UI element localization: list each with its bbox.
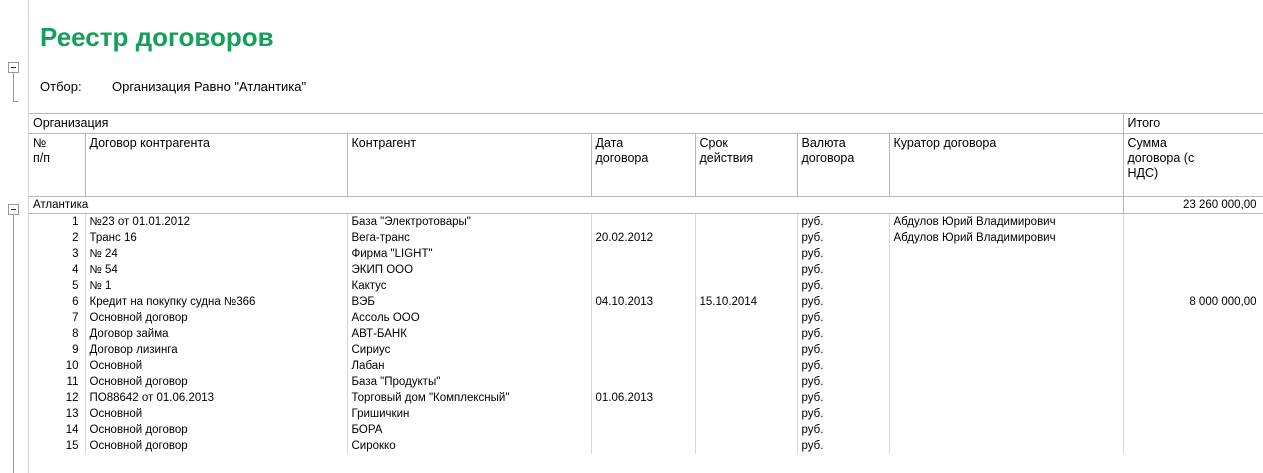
row-contract: Основной договор [85, 438, 347, 454]
band-organization-label: Организация [29, 114, 1123, 134]
row-date: 20.02.2012 [591, 230, 695, 246]
row-counterparty: ЭКИП ООО [347, 262, 591, 278]
row-number: 15 [29, 438, 85, 454]
row-total [1123, 246, 1263, 262]
row-counterparty: Гришичкин [347, 406, 591, 422]
column-header-date-line2: договора [595, 151, 649, 165]
row-curator [889, 326, 1123, 342]
row-number: 11 [29, 374, 85, 390]
table-band-row [29, 114, 1263, 134]
row-contract: Договор лизинга [85, 342, 347, 358]
row-curator: Абдулов Юрий Владимирович [889, 214, 1123, 231]
row-term [695, 262, 797, 278]
row-contract: № 54 [85, 262, 347, 278]
row-total [1123, 278, 1263, 294]
row-term [695, 406, 797, 422]
column-header-currency-line1: Валюта [801, 136, 846, 150]
outline-line-header [13, 73, 14, 101]
row-date [591, 246, 695, 262]
outline-line-header-end [13, 101, 18, 102]
contracts-table [29, 114, 1263, 454]
row-currency: руб. [797, 278, 889, 294]
collapse-toggle-header[interactable] [8, 62, 19, 73]
row-counterparty: БОРА [347, 422, 591, 438]
row-term [695, 310, 797, 326]
row-contract: Кредит на покупку судна №366 [85, 294, 347, 310]
row-total [1123, 262, 1263, 278]
row-date: 01.06.2013 [591, 390, 695, 406]
row-counterparty: База "Электротовары" [347, 214, 591, 231]
column-header-counterparty[interactable] [347, 134, 591, 197]
row-currency: руб. [797, 294, 889, 310]
row-total [1123, 422, 1263, 438]
table-row[interactable] [29, 230, 1263, 246]
row-number: 4 [29, 262, 85, 278]
row-date [591, 310, 695, 326]
row-curator [889, 310, 1123, 326]
group-row[interactable] [29, 197, 1263, 214]
row-number: 13 [29, 406, 85, 422]
row-curator: Абдулов Юрий Владимирович [889, 230, 1123, 246]
filter-row [40, 79, 306, 94]
row-contract: № 24 [85, 246, 347, 262]
collapse-toggle-group-atlantika[interactable] [8, 204, 19, 215]
row-currency: руб. [797, 374, 889, 390]
column-header-currency-line2: договора [801, 151, 855, 165]
row-contract: Основной договор [85, 374, 347, 390]
row-currency: руб. [797, 246, 889, 262]
row-number: 5 [29, 278, 85, 294]
row-total: 8 000 000,00 [1123, 294, 1263, 310]
column-header-term-line2: действия [699, 151, 754, 165]
table-header-row [29, 134, 1263, 197]
table-row[interactable] [29, 326, 1263, 342]
table-row[interactable] [29, 310, 1263, 326]
outline-line-group [13, 215, 14, 473]
row-total [1123, 390, 1263, 406]
row-date [591, 262, 695, 278]
row-total [1123, 374, 1263, 390]
row-number: 1 [29, 214, 85, 231]
row-term: 15.10.2014 [695, 294, 797, 310]
row-date: 04.10.2013 [591, 294, 695, 310]
row-curator [889, 374, 1123, 390]
table-row[interactable] [29, 438, 1263, 454]
row-currency: руб. [797, 406, 889, 422]
row-number: 2 [29, 230, 85, 246]
row-total [1123, 438, 1263, 454]
table-row[interactable] [29, 422, 1263, 438]
row-contract: № 1 [85, 278, 347, 294]
row-term [695, 342, 797, 358]
row-currency: руб. [797, 214, 889, 231]
table-row[interactable] [29, 262, 1263, 278]
table-row[interactable] [29, 278, 1263, 294]
row-date [591, 358, 695, 374]
column-header-contract[interactable] [85, 134, 347, 197]
column-header-number-line2: п/п [33, 151, 51, 165]
table-row[interactable] [29, 406, 1263, 422]
group-total: 23 260 000,00 [1123, 197, 1263, 214]
group-name: Атлантика [29, 197, 1123, 214]
row-currency: руб. [797, 326, 889, 342]
row-counterparty: Кактус [347, 278, 591, 294]
row-currency: руб. [797, 342, 889, 358]
row-contract: Договор займа [85, 326, 347, 342]
column-header-date-line1: Дата [595, 136, 624, 150]
row-date [591, 214, 695, 231]
row-curator [889, 278, 1123, 294]
row-curator [889, 342, 1123, 358]
table-row[interactable] [29, 246, 1263, 262]
row-counterparty: База "Продукты" [347, 374, 591, 390]
table-row[interactable] [29, 374, 1263, 390]
row-number: 14 [29, 422, 85, 438]
row-contract: Основной [85, 406, 347, 422]
table-row[interactable] [29, 390, 1263, 406]
row-counterparty: Вега-транс [347, 230, 591, 246]
row-currency: руб. [797, 310, 889, 326]
row-contract: Транс 16 [85, 230, 347, 246]
row-term [695, 358, 797, 374]
filter-value: Организация Равно "Атлантика" [112, 79, 307, 94]
band-total-label: Итого [1123, 114, 1263, 134]
row-curator [889, 422, 1123, 438]
row-contract: ПО88642 от 01.06.2013 [85, 390, 347, 406]
row-currency: руб. [797, 390, 889, 406]
outline-gutter [0, 0, 29, 473]
row-counterparty: Ассоль ООО [347, 310, 591, 326]
column-header-total-line3: НДС) [1127, 166, 1159, 180]
row-number: 9 [29, 342, 85, 358]
row-number: 10 [29, 358, 85, 374]
row-currency: руб. [797, 438, 889, 454]
row-currency: руб. [797, 230, 889, 246]
row-contract: №23 от 01.01.2012 [85, 214, 347, 231]
column-header-currency[interactable] [797, 134, 889, 197]
row-number: 7 [29, 310, 85, 326]
row-total [1123, 310, 1263, 326]
row-date [591, 278, 695, 294]
row-counterparty: Сирокко [347, 438, 591, 454]
row-term [695, 246, 797, 262]
row-number: 3 [29, 246, 85, 262]
row-curator [889, 358, 1123, 374]
table-row[interactable] [29, 358, 1263, 374]
table-row[interactable] [29, 214, 1263, 231]
row-currency: руб. [797, 262, 889, 278]
filter-label: Отбор: [40, 79, 82, 94]
column-header-counterparty-line1: Контрагент [351, 136, 417, 150]
page-title: Реестр договоров [40, 22, 274, 52]
column-header-curator-line1: Куратор договора [893, 136, 997, 150]
row-counterparty: ВЭБ [347, 294, 591, 310]
row-term [695, 374, 797, 390]
row-counterparty: Лабан [347, 358, 591, 374]
row-date [591, 326, 695, 342]
row-counterparty: АВТ-БАНК [347, 326, 591, 342]
row-total [1123, 326, 1263, 342]
column-header-curator[interactable] [889, 134, 1123, 197]
row-term [695, 422, 797, 438]
row-number: 8 [29, 326, 85, 342]
row-curator [889, 246, 1123, 262]
column-header-total[interactable] [1123, 134, 1263, 197]
row-term [695, 214, 797, 231]
row-currency: руб. [797, 358, 889, 374]
table-row[interactable] [29, 342, 1263, 358]
column-header-number[interactable] [29, 134, 85, 197]
row-counterparty: Торговый дом "Комплексный" [347, 390, 591, 406]
row-date [591, 342, 695, 358]
row-counterparty: Фирма "LIGHT" [347, 246, 591, 262]
row-total [1123, 358, 1263, 374]
row-curator [889, 262, 1123, 278]
row-curator [889, 294, 1123, 310]
row-total [1123, 214, 1263, 231]
row-contract: Основной договор [85, 310, 347, 326]
row-term [695, 390, 797, 406]
row-term [695, 326, 797, 342]
row-term [695, 278, 797, 294]
row-total [1123, 406, 1263, 422]
row-number: 12 [29, 390, 85, 406]
row-curator [889, 438, 1123, 454]
row-contract: Основной договор [85, 422, 347, 438]
row-currency: руб. [797, 422, 889, 438]
row-number: 6 [29, 294, 85, 310]
row-curator [889, 406, 1123, 422]
column-header-contract-line1: Договор контрагента [89, 136, 210, 150]
row-date [591, 438, 695, 454]
column-header-date[interactable] [591, 134, 695, 197]
column-header-term-line1: Срок [699, 136, 728, 150]
table-body [29, 214, 1263, 455]
column-header-total-line1: Сумма [1127, 136, 1167, 150]
column-header-term[interactable] [695, 134, 797, 197]
column-header-number-line1: № [33, 136, 47, 150]
row-curator [889, 390, 1123, 406]
report-sheet [29, 0, 1263, 473]
table-row[interactable] [29, 294, 1263, 310]
row-total [1123, 230, 1263, 246]
row-contract: Основной [85, 358, 347, 374]
row-term [695, 438, 797, 454]
row-term [695, 230, 797, 246]
row-date [591, 374, 695, 390]
row-total [1123, 342, 1263, 358]
row-counterparty: Сириус [347, 342, 591, 358]
column-header-total-line2: договора (с [1127, 151, 1195, 165]
row-date [591, 406, 695, 422]
row-date [591, 422, 695, 438]
